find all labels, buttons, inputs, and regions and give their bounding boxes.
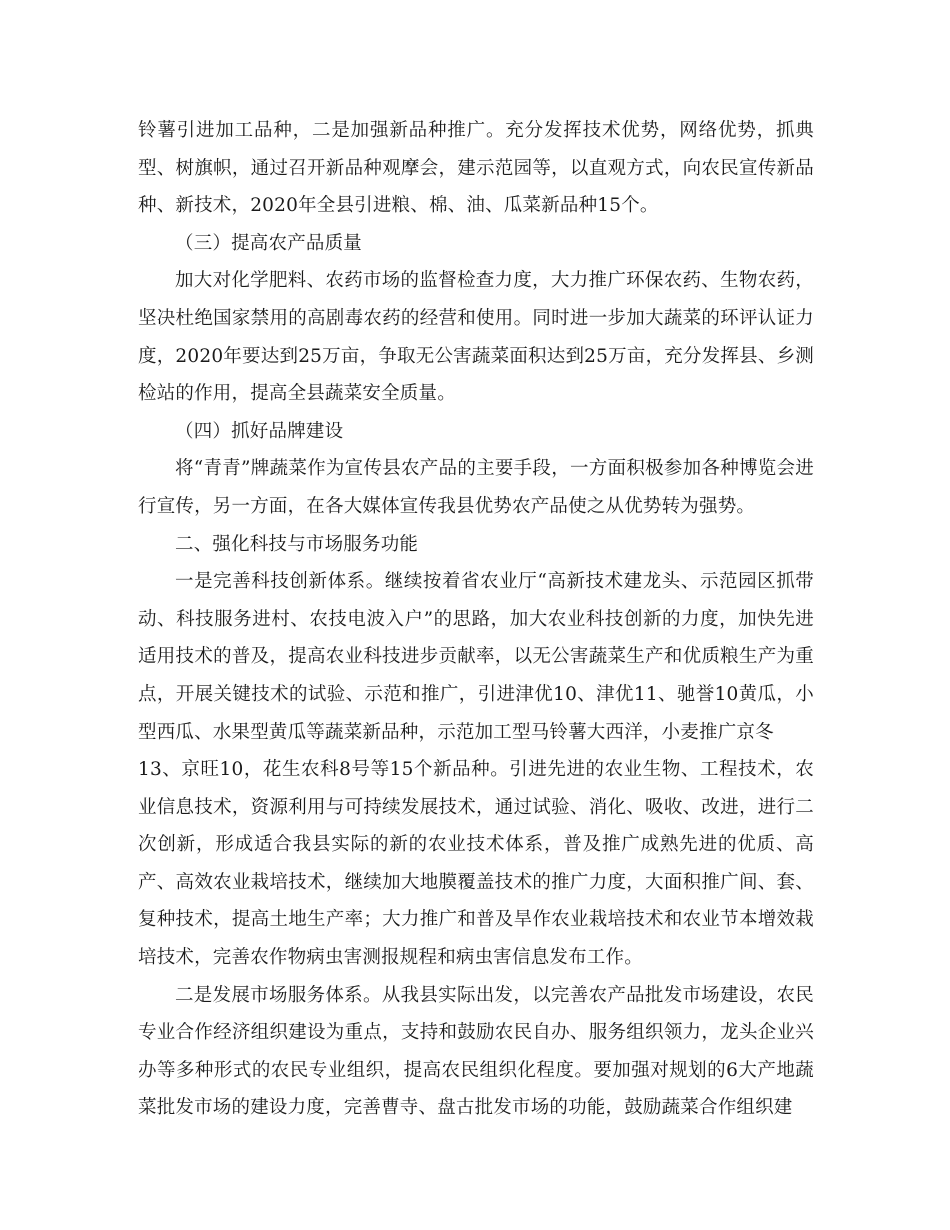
section-heading-brand: （四）抓好品牌建设: [175, 420, 344, 442]
paragraph-varieties-promotion: 铃薯引进加工品种，二是加强新品种推广。充分发挥技术优势，网络优势，抓典型、树旗帜，通过召开新品种观摩会，建示范园等，以直观方式，向农民宣传新品种、新技术，2020年全县引进粮、棉、油、瓜菜新品种15个。: [138, 120, 814, 217]
document-body: [138, 112, 814, 1127]
section-heading-quality: （三）提高农产品质量: [175, 232, 363, 254]
paragraph-tech-innovation: 一是完善科技创新体系。继续按着省农业厅“高新技术建龙头、示范园区抓带动、科技服务进村、农技电波入户”的思路，加大农业科技创新的力度，加快先进适用技术的普及，提高农业科技进步贡献率，以无公害蔬菜生产和优质粮生产为重点，开展关键技术的试验、示范和推广，引进津优10、津优11、驰誉10黄瓜，小型西瓜、水果型黄瓜等蔬菜新品种，示范加工型马铃薯大西洋，小麦推广京冬: [138, 571, 814, 743]
paragraph-quality: 加大对化学肥料、农药市场的监督检查力度，大力推广环保农药、生物农药，坚决杜绝国家禁用的高剧毒农药的经营和使用。同时进一步加大蔬菜的环评认证力度，2020年要达到25万亩，争取无公害蔬菜面积达到25万亩，充分发挥县、乡测检站的作用，提高全县蔬菜安全质量。: [138, 270, 814, 405]
paragraph-brand: 将“青青”牌蔬菜作为宣传县农产品的主要手段，一方面积极参加各种博览会进行宣传，另一方面，在各大媒体宣传我县优势农产品使之从优势转为强势。: [138, 458, 814, 517]
section-heading-tech-market: 二、强化科技与市场服务功能: [175, 533, 419, 555]
paragraph-market-service: 二是发展市场服务体系。从我县实际出发，以完善农产品批发市场建设，农民专业合作经济组织建设为重点，支持和鼓励农民自办、服务组织领力，龙头企业兴办等多种形式的农民专业组织，提高农民组织化程度。要加强对规划的6大产地蔬菜批发市场的建设力度，完善曹寺、盘古批发市场的功能，鼓励蔬菜合作组织建: [138, 984, 814, 1119]
paragraph-tech-innovation-cont: 13、京旺10，花生农科8号等15个新品种。引进先进的农业生物、工程技术，农业信息技术，资源利用与可持续发展技术，通过试验、消化、吸收、改进，进行二次创新，形成适合我县实际的新的农业技术体系，普及推广成熟先进的优质、高产、高效农业栽培技术，继续加大地膜覆盖技术的推广力度，大面积推广间、套、复种技术，提高土地生产率；大力推广和普及旱作农业栽培技术和农业节本增效栽培技术，完善农作物病虫害测报规程和病虫害信息发布工作。: [138, 759, 814, 969]
